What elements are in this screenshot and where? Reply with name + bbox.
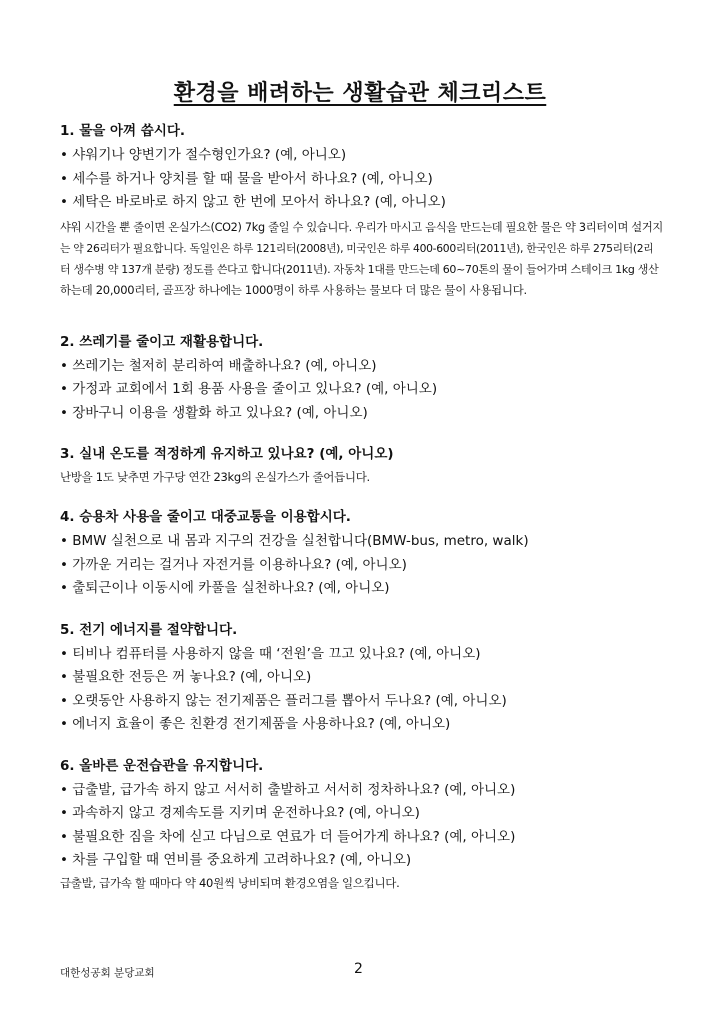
section-temperature: [60, 443, 666, 488]
checklist-item: • 에너지 효율이 좋은 친환경 전기제품을 사용하나요? (예, 아니오): [60, 716, 451, 732]
checklist-content: [60, 120, 666, 894]
section-heading: 3. 실내 온도를 적정하게 유지하고 있나요? (예, 아니오): [60, 446, 394, 462]
checklist-item: • 샤워기나 양변기가 절수형인가요? (예, 아니오): [60, 147, 347, 163]
checklist-item: • 오랫동안 사용하지 않는 전기제품은 플러그를 뽑아서 두나요? (예, 아니오): [60, 692, 507, 709]
section-heading: 2. 쓰레기를 줄이고 재활용합니다.: [60, 333, 264, 350]
section-waste: [60, 331, 666, 426]
checklist-item: • 가정과 교회에서 1회 용품 사용을 줄이고 있나요? (예, 아니오): [60, 381, 438, 397]
page-title: [0, 76, 720, 107]
section-electricity: [60, 619, 666, 737]
page-number: 2: [354, 961, 363, 977]
section-driving: [60, 755, 666, 894]
checklist-item: • BMW 실천으로 내 몸과 지구의 건강을 실천합니다(BMW-bus, metro, walk): [60, 533, 529, 549]
page-title-text: 환경을 배려하는 생활습관 체크리스트: [173, 81, 547, 106]
section-note: 급출발, 급가속 할 때마다 약 40원씩 낭비되며 환경오염을 일으킵니다.: [60, 875, 400, 890]
checklist-item: • 급출발, 급가속 하지 않고 서서히 출발하고 서서히 정차하나요? (예, 아니오): [60, 781, 516, 798]
checklist-item: • 가까운 거리는 걸거나 자전거를 이용하나요? (예, 아니오): [60, 556, 407, 573]
footer-organization: 대한성공회 분당교회: [60, 967, 155, 979]
section-transport: [60, 506, 666, 601]
checklist-item: • 티비나 컴퓨터를 사용하지 않을 때 ‘전원’을 끄고 있나요? (예, 아니오): [60, 645, 481, 662]
checklist-item: • 과속하지 않고 경제속도를 지키며 운전하나요? (예, 아니오): [60, 805, 420, 821]
checklist-item: • 불필요한 짐을 차에 싣고 다님으로 연료가 더 들어가게 하나요? (예, 아니오): [60, 828, 516, 845]
checklist-item: • 세탁은 바로바로 하지 않고 한 번에 모아서 하나요? (예, 아니오): [60, 194, 446, 210]
checklist-item: • 세수를 하거나 양치를 할 때 물을 받아서 하나요? (예, 아니오): [60, 170, 433, 187]
section-note: 터 생수병 약 137개 분량) 정도를 쓴다고 합니다(2011년). 자동차 1대를 만드는데 60~70톤의 물이 들어가며 스테이크 1kg 생산: [60, 262, 659, 276]
section-heading: 5. 전기 에너지를 절약합니다.: [60, 621, 238, 638]
section-note: 샤워 시간을 뿐 줄이면 온실가스(CO2) 7kg 줄일 수 있습니다. 우리가 마시고 음식을 만드는데 필요한 물은 약 3리터이며 설거지: [60, 220, 663, 234]
checklist-item: • 쓰레기는 철저히 분리하여 배출하나요? (예, 아니오): [60, 357, 377, 374]
section-note: 하는데 20,000리터, 골프장 하나에는 1000명이 하루 사용하는 물보다 더 많은 물이 사용됩니다.: [60, 282, 527, 297]
section-heading: 4. 승용차 사용을 줄이고 대중교통을 이용합시다.: [60, 509, 351, 525]
checklist-item: • 장바구니 이용을 생활화 하고 있나요? (예, 아니오): [60, 404, 368, 421]
section-heading: 6. 올바른 운전습관을 유지합니다.: [60, 757, 264, 774]
section-note: 난방을 1도 낮추면 가구당 연간 23kg의 온실가스가 줄어듭니다.: [60, 470, 370, 484]
checklist-item: • 차를 구입할 때 연비를 중요하게 고려하나요? (예, 아니오): [60, 852, 412, 868]
section-heading: 1. 물을 아껴 씁시다.: [60, 123, 186, 139]
checklist-item: • 불필요한 전등은 꺼 놓나요? (예, 아니오): [60, 669, 312, 685]
checklist-item: • 출퇴근이나 이동시에 카풀을 실천하나요? (예, 아니오): [60, 580, 390, 596]
section-note: 는 약 26리터가 필요합니다. 독일인은 하루 121리터(2008년), 미국인은 하루 400-600리터(2011년), 한국인은 하루 275리터(2리: [60, 241, 654, 255]
section-water: [60, 120, 666, 301]
